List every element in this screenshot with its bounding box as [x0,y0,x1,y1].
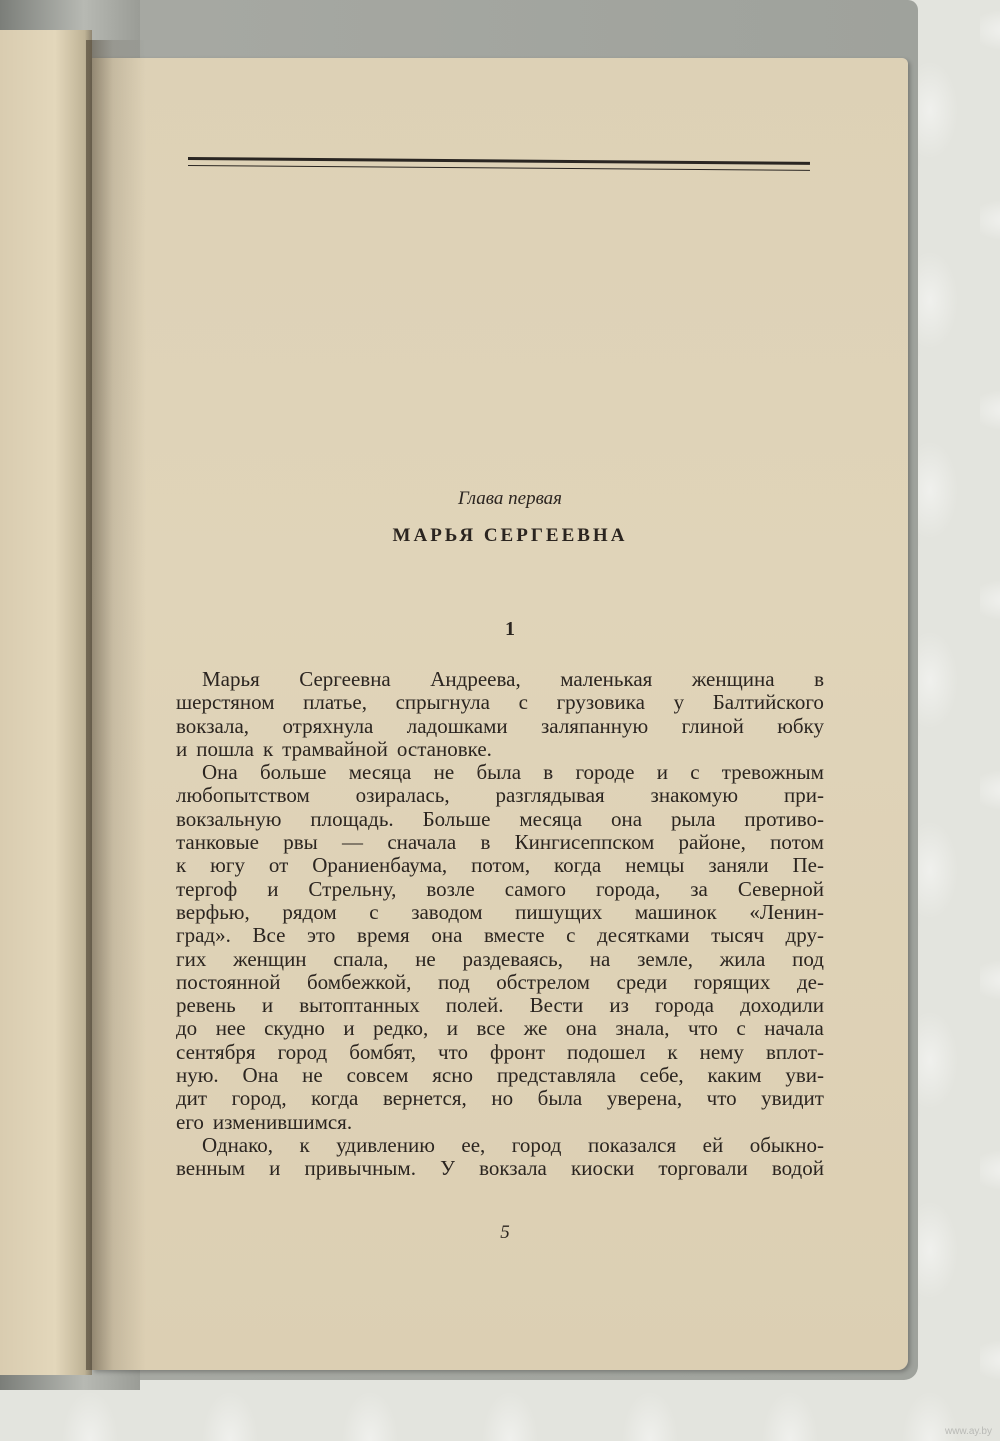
word: увидит [761,1086,824,1111]
word: тергоф [176,876,238,901]
word: трамвайной [282,736,388,761]
word: и [656,760,668,785]
section-number: 1 [505,618,515,640]
word: не [433,760,455,785]
word: рыла [670,806,716,831]
word: доходили [740,993,824,1018]
word: немцы [625,853,685,878]
word: заводом [411,899,483,924]
word: сначала [387,830,457,855]
word: представляла [496,1063,616,1088]
word: глиной [681,713,744,738]
word: рядом [282,899,337,924]
text-line [176,1041,824,1064]
word: платье, [303,690,367,715]
word: не [302,1063,323,1088]
word: и [446,1016,459,1041]
word: она [431,923,463,948]
text-line [176,1064,824,1087]
word: из [609,993,629,1018]
text-line [176,1017,824,1040]
word: с [369,899,379,924]
word: удивлению [336,1132,435,1157]
word: с [518,690,528,715]
word: полей. [445,993,504,1018]
word: город, [231,1086,287,1111]
text-line [176,1157,824,1180]
word: Она [202,760,238,785]
word: вплот- [765,1039,824,1064]
word: под [437,969,470,994]
word: знала, [615,1016,670,1041]
word: уверена, [606,1086,683,1111]
word: это [307,923,336,948]
word: сентября [176,1039,256,1064]
text-line [176,715,824,738]
word: в [480,830,491,855]
word: де- [796,969,824,994]
word: вокзальную [176,806,282,831]
text-line [176,668,824,691]
word: ясно [432,1063,473,1088]
word: спрыгнула [395,690,490,715]
word: любопытством [176,783,310,808]
word: и [176,736,188,761]
word: град». [176,923,231,948]
word: и [269,1156,281,1181]
word: привычным. [304,1156,416,1181]
word: Марья [202,667,260,691]
word: торговали [658,1156,748,1181]
chapter-title: МАРЬЯ СЕРГЕЕВНА [392,525,628,546]
word: дит [176,1086,208,1111]
word: юбку [777,713,824,738]
word: под [792,946,824,971]
word: к [667,1039,678,1064]
word: скудно [264,1016,325,1041]
word: Пе- [792,853,824,878]
word: заляпанную [541,713,649,738]
word: город [511,1132,562,1157]
word: до [176,1016,198,1041]
previous-page-edge [0,30,92,1375]
word: при- [783,783,824,808]
word: бомбежкой, [306,969,412,994]
word: бомбят, [349,1039,416,1064]
watermark-text: www.ay.by [944,1426,992,1437]
word: грузовика [556,690,645,715]
word: площадь. [310,806,394,831]
word: отряхнула [282,713,374,738]
word: раздеваясь, [462,946,564,971]
word: с [690,760,700,785]
word: не [415,946,436,971]
word: постоянной [176,969,281,994]
word: остановке. [396,736,492,761]
body-text [176,668,824,1181]
word: потом [770,830,824,855]
text-line [176,761,824,784]
word: время [357,923,410,948]
text-line [176,971,824,994]
word: ную. [176,1063,219,1088]
word: Ораниенбаума, [312,853,448,878]
word: фронт [490,1039,546,1064]
word: дру- [785,923,824,948]
word: Стрельну, [308,876,397,901]
word: заняли [708,853,769,878]
word: с [566,923,576,948]
chapter-label: Глава первая [457,488,563,509]
word: ей [702,1132,724,1157]
word: венным [176,1156,245,1181]
word: ревень [176,993,236,1018]
word: ладошками [406,713,508,738]
word: подошел [567,1039,646,1064]
word: Кингисеппском [514,830,655,855]
word: вернется, [382,1086,467,1111]
word: У [440,1156,455,1181]
word: в [814,667,824,691]
word: танковые [176,830,259,855]
word: ее, [461,1132,486,1157]
word: шерстяном [176,690,275,715]
page-number: 5 [500,1222,510,1243]
word: вокзала [479,1156,547,1181]
word: среди [616,969,668,994]
word: за [690,876,708,901]
word: к [299,1132,310,1157]
word: машинок [634,899,717,924]
word: водой [771,1156,824,1181]
word: Все [252,923,286,948]
word: вытоптанных [299,993,420,1018]
text-line [176,1134,824,1157]
word: на [589,946,611,971]
text-line [176,1111,824,1134]
word: вместе [484,923,545,948]
word: в [543,760,554,785]
word: Она [242,1063,279,1088]
word: городе [575,760,635,785]
word: возле [426,876,475,901]
text-line [176,784,824,807]
word: каким [707,1063,762,1088]
text-line [176,948,824,971]
word: десятками [597,923,690,948]
word: нему [699,1039,744,1064]
word: что [687,1016,718,1041]
word: гих [176,946,207,971]
word: нее [215,1016,246,1041]
word: совсем [346,1063,409,1088]
text-line [176,808,824,831]
word: с [736,1016,746,1041]
word: у [673,690,685,715]
word: «Ленин- [749,899,824,924]
word: югу [210,853,245,878]
word: города, [595,876,661,901]
word: она [565,1016,597,1041]
word: пишущих [515,899,603,924]
text-line [176,691,824,714]
text-line [176,831,824,854]
word: маленькая [560,667,653,691]
word: его [176,1109,204,1134]
text-line [176,924,824,947]
word: начала [764,1016,824,1041]
word: месяца [348,760,412,785]
word: противо- [744,806,824,831]
word: уви- [785,1063,824,1088]
word: рвы [283,830,318,855]
word: земле, [637,946,694,971]
word: обыкно- [749,1132,824,1157]
word: месяца [519,806,583,831]
word: и [261,993,274,1018]
word: Вести [529,993,584,1018]
word: Больше [422,806,491,831]
word: и [343,1016,355,1041]
word: когда [554,853,602,878]
word: когда [311,1086,359,1111]
word: что [438,1039,468,1064]
word: но [491,1086,514,1111]
word: Андреева, [430,667,521,691]
word: знакомую [650,783,739,808]
word: районе, [678,830,746,855]
text-line [176,854,824,877]
word: тревожным [721,760,824,785]
word: разглядывая [495,783,605,808]
word: Балтийского [712,690,824,715]
word: и [267,876,279,901]
word: жила [719,946,766,971]
word: спала, [333,946,389,971]
word: же [523,1016,548,1041]
word: Северной [737,876,824,901]
word: от [268,853,289,878]
word: изменившимся. [212,1109,353,1134]
text-line [176,901,824,924]
text-line [176,994,824,1017]
text-line [176,878,824,901]
word: киоски [571,1156,635,1181]
word: больше [259,760,327,785]
text-line [176,1087,824,1110]
word: город [277,1039,328,1064]
word: к [262,736,274,761]
word: все [476,1016,506,1041]
word: она [610,806,643,831]
word: женщин [233,946,307,971]
word: обстрелом [496,969,590,994]
word: к [176,853,187,878]
word: вокзала, [176,713,250,738]
word: верфью, [176,899,250,924]
word: женщина [691,667,775,691]
word: пошла [196,736,254,761]
word: редко, [373,1016,429,1041]
word: города [654,993,714,1018]
word: потом, [471,853,531,878]
word: Однако, [202,1132,274,1157]
word: что [706,1086,737,1111]
word: — [342,830,364,855]
word: самого [504,876,566,901]
word: была [476,760,522,785]
word: тысяч [711,923,764,948]
word: себе, [639,1063,684,1088]
text-line [176,738,824,761]
word: Сергеевна [299,667,391,691]
word: озиралась, [355,783,450,808]
word: горящих [693,969,771,994]
word: была [537,1086,583,1111]
word: показался [587,1132,677,1157]
